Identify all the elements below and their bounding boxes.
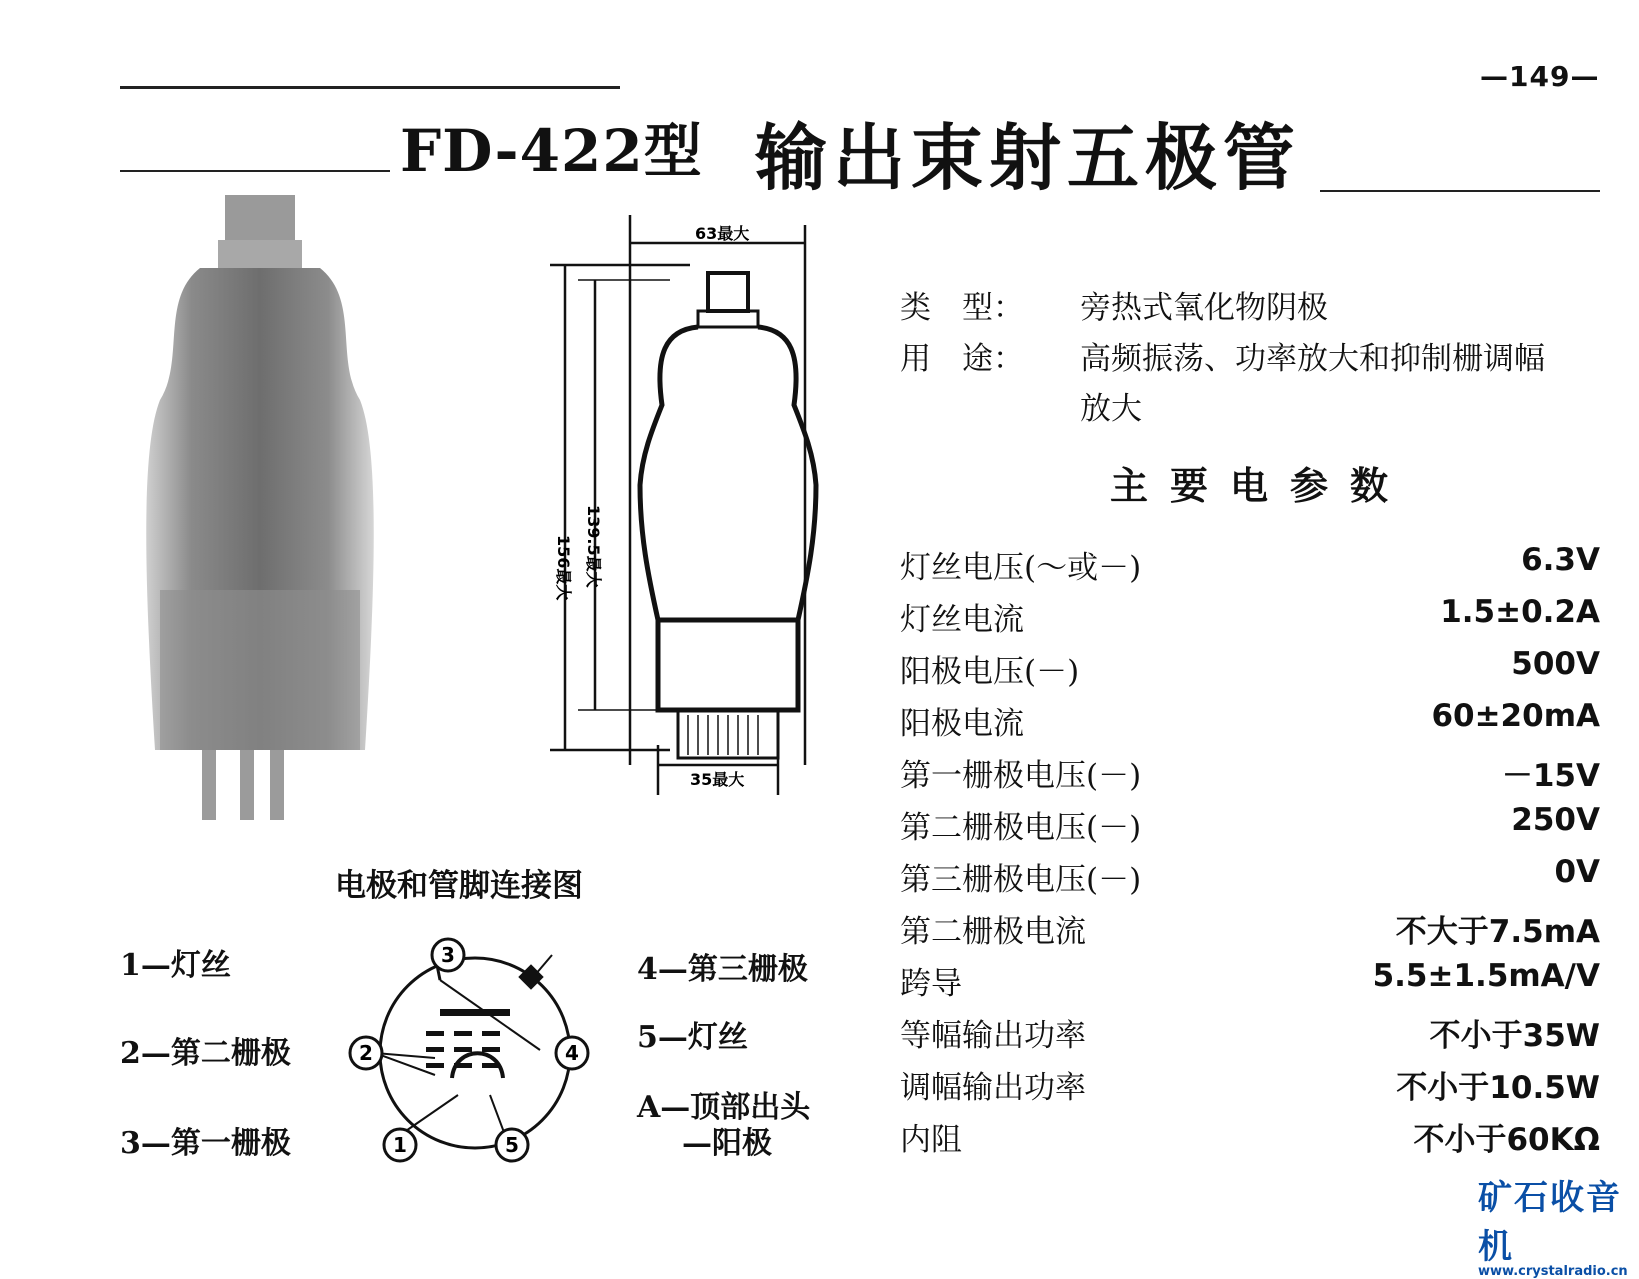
pin-legend-4: 4—第三栅极 — [637, 952, 808, 987]
section-heading: 主要电参数 — [1110, 463, 1411, 508]
spec-use-value: 高频振荡、功率放大和抑制栅调幅 — [1080, 341, 1545, 377]
spec-type-label: 类 型： — [900, 290, 1024, 326]
pin-number: 4 — [565, 1041, 579, 1065]
param-value: 250V — [1511, 802, 1600, 838]
param-row — [900, 958, 1600, 1002]
param-value: 不小于60KΩ — [1413, 1122, 1600, 1158]
param-row — [900, 1010, 1600, 1054]
param-value: 不大于7.5mA — [1395, 914, 1600, 950]
param-row — [900, 906, 1600, 950]
param-value: 不小于35W — [1429, 1018, 1600, 1054]
param-row — [900, 1062, 1600, 1106]
param-name: 第二栅极电流 — [900, 914, 1086, 950]
param-value: 60±20mA — [1431, 698, 1600, 734]
watermark-name: 矿石收音机 — [1478, 1178, 1622, 1267]
param-row — [900, 854, 1600, 898]
param-value: 6.3V — [1521, 542, 1600, 578]
param-name: 内阻 — [900, 1122, 962, 1158]
pin-number: 2 — [359, 1041, 373, 1065]
param-name: 灯丝电流 — [900, 602, 1024, 638]
spec-use-label: 用 途： — [900, 341, 1024, 377]
pin-legend-3: 3—第一栅极 — [120, 1126, 291, 1161]
pin-legend-a-cont: —阳极 — [682, 1126, 772, 1161]
param-name: 调幅输出功率 — [900, 1070, 1086, 1106]
param-row — [900, 594, 1600, 638]
param-value: 5.5±1.5mA/V — [1372, 958, 1600, 994]
param-name: 跨导 — [900, 966, 962, 1002]
page-number: —149— — [1480, 60, 1600, 93]
param-row — [900, 646, 1600, 690]
pin-legend-a: A—顶部出头 — [637, 1090, 811, 1125]
param-name: 第三栅极电压(－) — [900, 862, 1142, 898]
tube-photo — [140, 190, 380, 830]
dim-width-base: 35最大 — [690, 770, 745, 789]
tube-name: 输出束射五极管 — [755, 115, 1302, 200]
pin-number: 3 — [441, 943, 455, 967]
param-value: 500V — [1511, 646, 1600, 682]
param-name: 阳极电流 — [900, 706, 1024, 742]
dim-width-top: 63最大 — [695, 224, 750, 243]
title-rule-left — [120, 170, 390, 172]
param-name: 阳极电压(－) — [900, 654, 1080, 690]
top-rule-left — [120, 86, 620, 89]
param-value: －15V — [1501, 758, 1600, 794]
param-value: 0V — [1554, 854, 1600, 890]
site-watermark — [1478, 1170, 1639, 1279]
param-name: 等幅输出功率 — [900, 1018, 1086, 1054]
pin-legend-2: 2—第二栅极 — [120, 1036, 291, 1071]
watermark-url: www.crystalradio.cn — [1478, 1264, 1628, 1279]
param-row — [900, 698, 1600, 742]
param-row — [900, 750, 1600, 794]
param-row — [900, 802, 1600, 846]
param-row — [900, 542, 1600, 586]
param-name: 第一栅极电压(－) — [900, 758, 1142, 794]
pin-number: 5 — [505, 1133, 519, 1157]
pin-legend-5: 5—灯丝 — [637, 1020, 748, 1055]
pin-legend-1: 1—灯丝 — [120, 948, 231, 983]
dim-height-body: 139.5最大 — [584, 505, 603, 588]
tube-model: FD-422型 — [400, 117, 703, 185]
pin-number: 1 — [393, 1133, 407, 1157]
pin-connection-diagram — [340, 935, 600, 1165]
title-rule-right — [1320, 190, 1600, 192]
param-value: 不小于10.5W — [1396, 1070, 1600, 1106]
spec-use-value-cont: 放大 — [1080, 391, 1142, 427]
spec-type-value: 旁热式氧化物阴极 — [1080, 290, 1328, 326]
diagram-caption: 电极和管脚连接图 — [335, 868, 583, 904]
param-row — [900, 1114, 1600, 1158]
param-name: 灯丝电压(～或－) — [900, 550, 1142, 586]
dimension-drawing — [530, 205, 830, 805]
dim-height-total: 156最大 — [554, 535, 573, 601]
param-value: 1.5±0.2A — [1440, 594, 1600, 630]
param-name: 第二栅极电压(－) — [900, 810, 1142, 846]
